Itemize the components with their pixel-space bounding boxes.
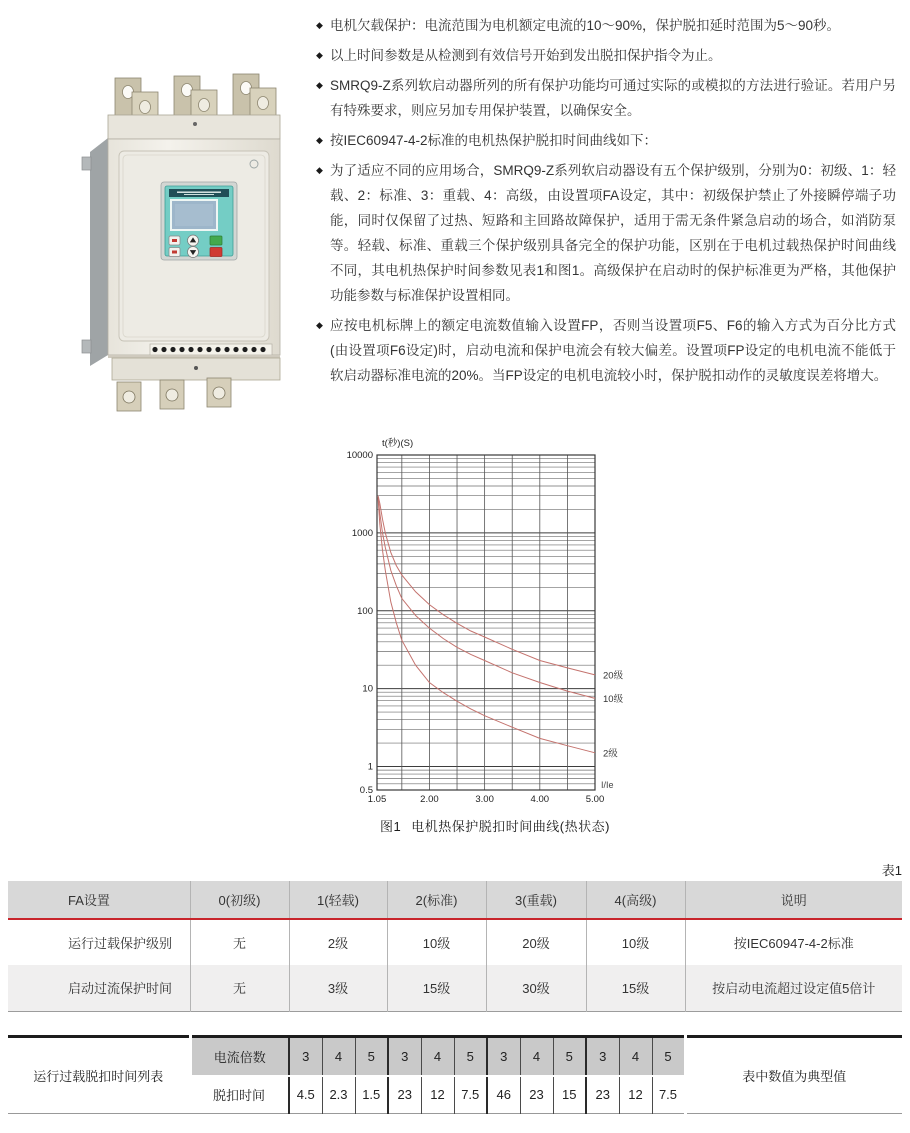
svg-text:1.05: 1.05 xyxy=(367,794,387,804)
terminal-strip xyxy=(150,344,272,355)
table2-multiple-cell: 5 xyxy=(652,1037,685,1076)
table1-cell: 启动过流保护时间 xyxy=(8,965,190,1011)
top-cap xyxy=(108,115,280,139)
table1-cell: 按启动电流超过设定值5倍计 xyxy=(685,965,902,1011)
table2-time-cell: 23 xyxy=(388,1076,421,1114)
table2-multiple-cell: 5 xyxy=(355,1037,388,1076)
table2-multiple-cell: 5 xyxy=(553,1037,586,1076)
bullet-item xyxy=(316,128,896,153)
bullet-diamond-icon: ◆ xyxy=(316,50,323,60)
table1-cell: 30级 xyxy=(486,965,586,1011)
trip-time-chart xyxy=(340,432,655,804)
table2-time-cell: 7.5 xyxy=(652,1076,685,1114)
svg-text:3.00: 3.00 xyxy=(475,794,494,804)
table1-cell: 运行过载保护级别 xyxy=(8,919,190,965)
table2-time-cell: 4.5 xyxy=(289,1076,322,1114)
table2-multiple-cell: 4 xyxy=(520,1037,553,1076)
table1-cell: 3级 xyxy=(289,965,387,1011)
table2-multiple-cell: 3 xyxy=(289,1037,322,1076)
table2-multiple-cell: 3 xyxy=(586,1037,619,1076)
product-photo xyxy=(62,52,312,412)
trip-time-list-table xyxy=(8,1035,902,1114)
table1-row xyxy=(8,919,902,965)
svg-text:10: 10 xyxy=(362,683,373,695)
table1-cell: 2级 xyxy=(289,919,387,965)
table1-header-cell: 2(标准) xyxy=(387,881,486,919)
table1-tag: 表1 xyxy=(881,863,902,878)
table2-header-label: 电流倍数 xyxy=(190,1037,289,1076)
table2-time-cell: 46 xyxy=(487,1076,520,1114)
table1-cell: 无 xyxy=(190,919,289,965)
table2-time-cell: 1.5 xyxy=(355,1076,388,1114)
bullet-text: 应按电机标牌上的额定电流数值输入设置FP，否则当设置项F5、F6的输入方式为百分比方式(由设置项F6设定)时，启动电流和保护电流会有较大偏差。设置项FP设定的电机电流不能低于软启动器标准电流的20%。当FP设定的电机电流较小时，保护脱扣动作的灵敏度误差将增大。 xyxy=(330,318,896,383)
table1-cell: 10级 xyxy=(586,919,685,965)
table2-note: 表中数值为典型值 xyxy=(685,1037,902,1114)
svg-text:I/Ie: I/Ie xyxy=(601,780,614,790)
bullet-text: 电机欠载保护：电流范围为电机额定电流的10～90%，保护脱扣延时范围为5～90秒。 xyxy=(330,18,841,33)
table2-multiples-row xyxy=(8,1037,902,1076)
figure-caption xyxy=(350,816,640,835)
svg-text:1000: 1000 xyxy=(351,527,373,539)
table2-multiple-cell: 4 xyxy=(619,1037,652,1076)
bullet-list xyxy=(316,13,896,393)
svg-text:20级: 20级 xyxy=(603,670,624,682)
bullet-diamond-icon: ◆ xyxy=(316,320,323,330)
svg-text:1: 1 xyxy=(367,761,373,773)
fa-settings-table xyxy=(8,881,902,1012)
bullet-diamond-icon: ◆ xyxy=(316,165,323,175)
table1-cell: 15级 xyxy=(387,965,486,1011)
bullet-item xyxy=(316,158,896,308)
table2-multiple-cell: 4 xyxy=(421,1037,454,1076)
figure-title: 电机热保护脱扣时间曲线(热状态) xyxy=(411,819,610,834)
table2-time-cell: 23 xyxy=(586,1076,619,1114)
table1-header-row xyxy=(8,881,902,919)
table2-multiple-cell: 3 xyxy=(487,1037,520,1076)
svg-text:10级: 10级 xyxy=(603,693,624,705)
bullet-text: 为了适应不同的应用场合，SMRQ9-Z系列软启动器设有五个保护级别，分别为0：初级、1：轻载、2：标准、3：重载、4：高级，由设置项FA设定，其中：初级保护禁止了外接瞬停端子功能，同时仅保留了过热、短路和主回路故障保护，适用于需无条件紧急启动的场合，如消防泵等。轻载、标准、重载三个保护级别具备完全的保护功能，区别在于电机过载热保护时间曲线不同，其电机热保护时间参数见表1和图1。高级保护在启动时的保护标准更为严格，其他保护功能参数与标准保护设置相同。 xyxy=(330,163,896,303)
svg-text:2.00: 2.00 xyxy=(420,794,439,804)
table2-row-label: 运行过载脱扣时间列表 xyxy=(8,1037,190,1114)
table1-cell: 按IEC60947-4-2标准 xyxy=(685,919,902,965)
table2-time-cell: 12 xyxy=(421,1076,454,1114)
bullet-item xyxy=(316,313,896,388)
table1-cell: 20级 xyxy=(486,919,586,965)
bullet-text: SMRQ9-Z系列软启动器所列的所有保护功能均可通过实际的或模拟的方法进行验证。若用户另有特殊要求，则应另加专用保护装置，以确保安全。 xyxy=(330,78,896,118)
table2-value-label: 脱扣时间 xyxy=(212,1088,265,1104)
svg-text:10000: 10000 xyxy=(346,450,373,461)
svg-text:5.00: 5.00 xyxy=(585,794,605,804)
side-panel xyxy=(90,138,108,366)
table1-cell: 10级 xyxy=(387,919,486,965)
table2-multiple-cell: 4 xyxy=(322,1037,355,1076)
bullet-diamond-icon: ◆ xyxy=(316,80,323,90)
table1-header-cell: 说明 xyxy=(685,881,902,919)
table2-time-cell: 23 xyxy=(520,1076,553,1114)
bullet-text: 以上时间参数是从检测到有效信号开始到发出脱扣保护指令为止。 xyxy=(330,48,722,63)
bullet-item xyxy=(316,73,896,123)
bullet-item xyxy=(316,13,896,38)
table2-time-cell: 15 xyxy=(553,1076,586,1114)
table2-multiple-cell: 5 xyxy=(454,1037,487,1076)
bullet-item xyxy=(316,43,896,68)
table1-row xyxy=(8,965,902,1011)
table2-multiple-cell: 3 xyxy=(388,1037,421,1076)
table2-time-cell: 12 xyxy=(619,1076,652,1114)
table1-header-cell: FA设置 xyxy=(8,881,190,919)
svg-text:2级: 2级 xyxy=(603,748,618,760)
chart-canvas xyxy=(340,432,655,804)
table1-header-cell: 1(轻载) xyxy=(289,881,387,919)
control-panel xyxy=(161,182,237,260)
figure-number: 图1 xyxy=(380,819,402,834)
svg-text:4.00: 4.00 xyxy=(530,794,550,804)
svg-text:0.5: 0.5 xyxy=(359,785,373,796)
stop-button xyxy=(210,248,222,257)
bullet-diamond-icon: ◆ xyxy=(316,135,323,145)
table2-time-cell: 7.5 xyxy=(454,1076,487,1114)
svg-text:t(秒)(S): t(秒)(S) xyxy=(382,438,414,449)
table1-cell: 15级 xyxy=(586,965,685,1011)
table1-header-cell: 0(初级) xyxy=(190,881,289,919)
bottom-busbars xyxy=(117,378,231,411)
bullet-text: 按IEC60947-4-2标准的电机热保护脱扣时间曲线如下： xyxy=(330,133,658,148)
table1-header-cell: 4(高级) xyxy=(586,881,685,919)
svg-text:100: 100 xyxy=(357,605,373,617)
table2-time-cell: 2.3 xyxy=(322,1076,355,1114)
table1-cell: 无 xyxy=(190,965,289,1011)
run-button xyxy=(210,236,222,245)
table1-header-cell: 3(重载) xyxy=(486,881,586,919)
panel-title-band xyxy=(169,189,229,197)
bullet-diamond-icon: ◆ xyxy=(316,20,323,30)
